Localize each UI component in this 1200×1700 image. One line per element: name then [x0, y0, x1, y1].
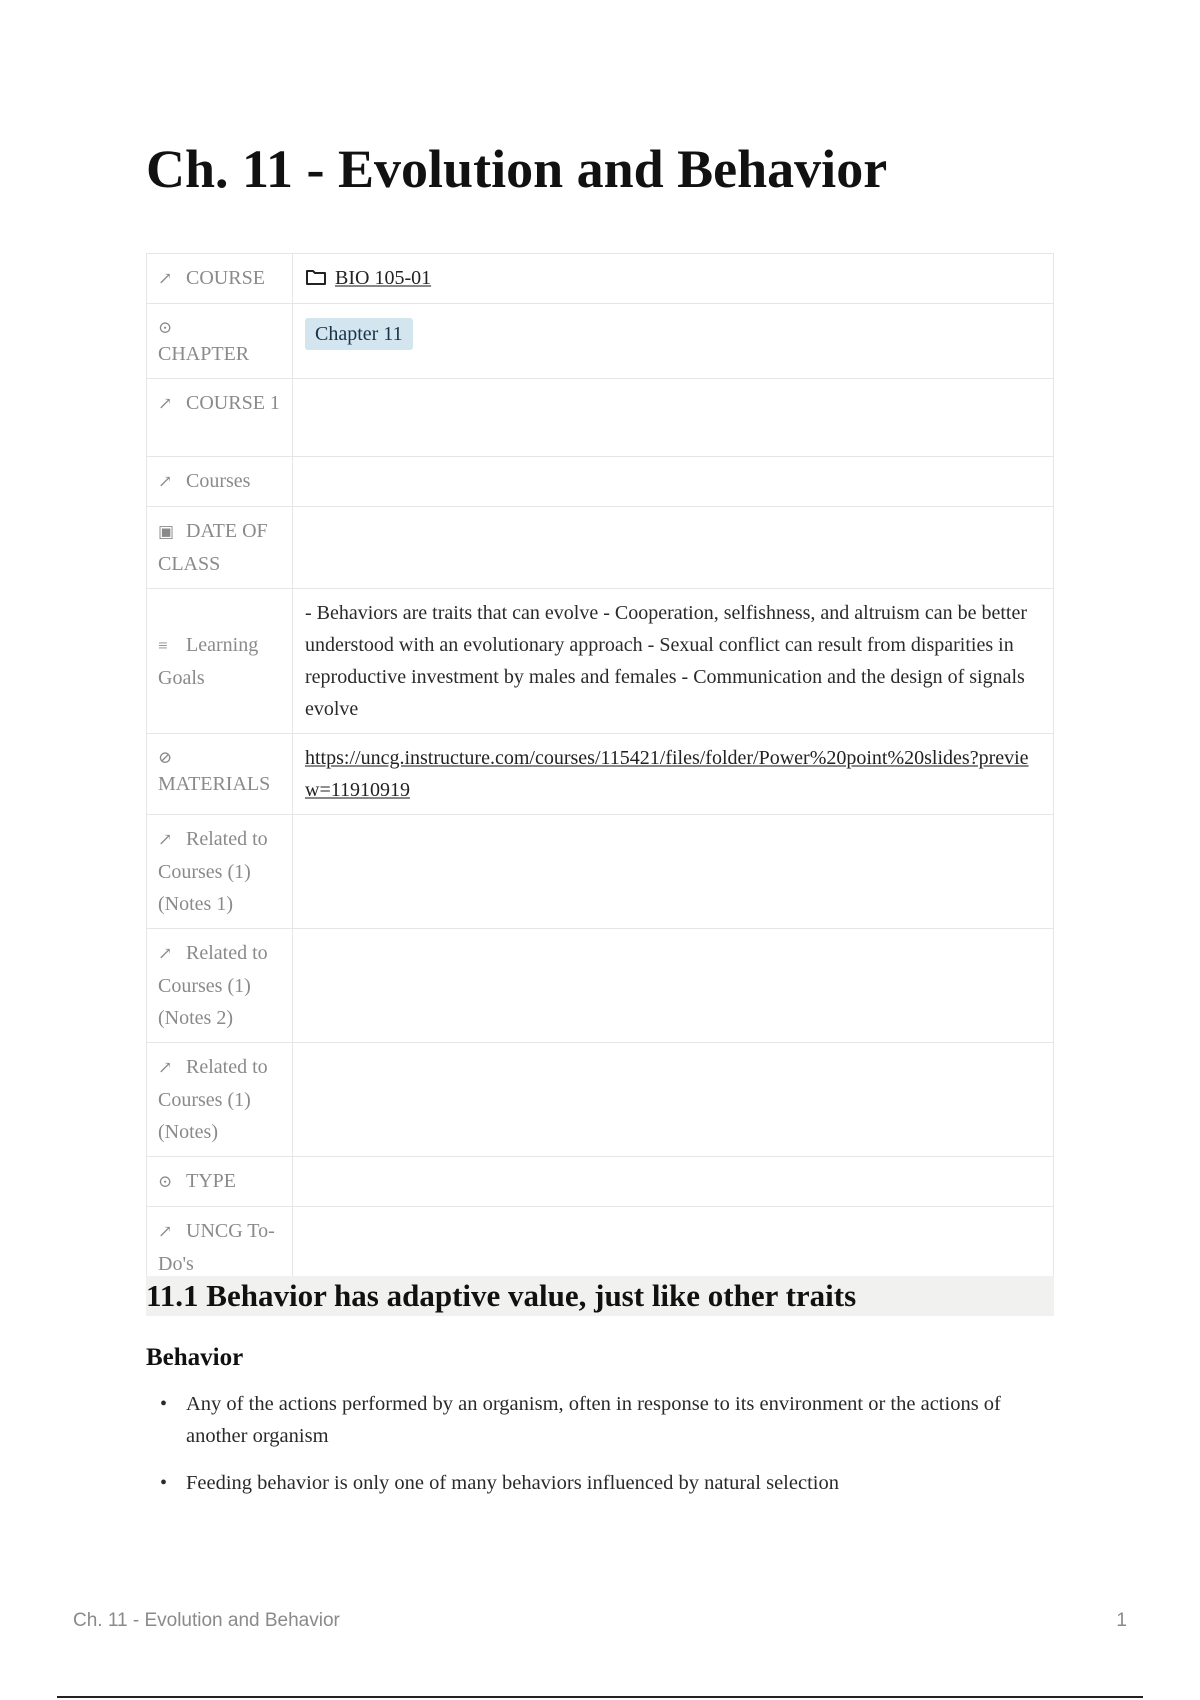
relation-arrow-icon: ↗	[158, 394, 173, 413]
footer-title: Ch. 11 - Evolution and Behavior	[73, 1610, 340, 1631]
relation-arrow-icon: ↗	[158, 472, 173, 491]
property-row-date-of-class	[147, 507, 1054, 589]
property-row-related-notes-1	[147, 815, 1054, 929]
properties-table	[146, 253, 1054, 1289]
relation-arrow-icon: ↗	[158, 944, 173, 963]
property-label-date-of-class: ▣ DATE OF CLASS	[147, 507, 293, 589]
property-row-materials	[147, 734, 1054, 815]
property-value-type[interactable]	[293, 1157, 1054, 1207]
paperclip-icon: ⊘	[158, 748, 173, 767]
property-label-learning-goals: ≡ Learning Goals	[147, 589, 293, 734]
relation-arrow-icon: ↗	[158, 830, 173, 849]
property-value-related-notes-2[interactable]	[293, 929, 1054, 1043]
property-value-courses[interactable]	[293, 457, 1054, 507]
property-label-courses: ↗ Courses	[147, 457, 293, 507]
property-value-course[interactable]	[293, 254, 1054, 304]
property-label-course: ↗ COURSE	[147, 254, 293, 304]
property-label-chapter: ⊙ CHAPTER	[147, 304, 293, 379]
property-row-related-notes	[147, 1043, 1054, 1157]
select-circle-icon: ⊙	[158, 318, 173, 337]
subheading-behavior: Behavior	[146, 1344, 244, 1371]
folder-icon	[305, 267, 327, 287]
course-link[interactable]: BIO 105-01	[335, 267, 432, 289]
page-title: Ch. 11 - Evolution and Behavior	[146, 139, 888, 199]
property-label-related-notes-2: ↗ Related to Courses (1) (Notes 2)	[147, 929, 293, 1043]
property-row-courses	[147, 457, 1054, 507]
footer-divider	[57, 1696, 1143, 1698]
property-value-related-notes-1[interactable]	[293, 815, 1054, 929]
property-label-course-1: ↗ COURSE 1	[147, 379, 293, 457]
text-lines-icon: ≡	[158, 635, 168, 655]
property-value-chapter[interactable]	[293, 304, 1054, 379]
property-row-chapter	[147, 304, 1054, 379]
list-item: • Feeding behavior is only one of many behaviors influenced by natural selection	[146, 1467, 1054, 1499]
property-label-uncg-todos: ↗ UNCG To-Do's	[147, 1207, 293, 1289]
property-row-course-1	[147, 379, 1054, 457]
chapter-chip[interactable]: Chapter 11	[305, 318, 413, 350]
property-label-related-notes-1: ↗ Related to Courses (1) (Notes 1)	[147, 815, 293, 929]
property-value-learning-goals[interactable]: - Behaviors are traits that can evolve - Cooperation, selfishness, and altruism can be better understood with an evolutionary approach - Sexual conflict can result from disparities in reproductive investment by males and females - Communication and the design of signals evolve	[293, 589, 1054, 734]
property-row-type	[147, 1157, 1054, 1207]
property-value-course-1[interactable]	[293, 379, 1054, 457]
property-label-related-notes: ↗ Related to Courses (1) (Notes)	[147, 1043, 293, 1157]
materials-link[interactable]: https://uncg.instructure.com/courses/115421/files/folder/Power%20point%20slides?preview=11910919	[305, 747, 1029, 801]
select-circle-icon: ⊙	[158, 1172, 173, 1191]
property-value-related-notes[interactable]	[293, 1043, 1054, 1157]
bullet-icon: •	[160, 1472, 168, 1494]
property-row-course	[147, 254, 1054, 304]
property-row-learning-goals	[147, 589, 1054, 734]
calendar-icon: ▣	[158, 522, 175, 541]
property-value-date-of-class[interactable]	[293, 507, 1054, 589]
property-label-type: ⊙ TYPE	[147, 1157, 293, 1207]
property-label-materials: ⊘ MATERIALS	[147, 734, 293, 815]
relation-arrow-icon: ↗	[158, 1058, 173, 1077]
section-heading: 11.1 Behavior has adaptive value, just like other traits	[146, 1276, 1054, 1316]
list-item: • Any of the actions performed by an organism, often in response to its environment or the actions of another organism	[146, 1388, 1054, 1452]
relation-arrow-icon: ↗	[158, 269, 173, 288]
property-row-related-notes-2	[147, 929, 1054, 1043]
footer-page-number: 1	[1116, 1610, 1127, 1631]
bullet-icon: •	[160, 1393, 168, 1415]
relation-arrow-icon: ↗	[158, 1222, 173, 1241]
property-value-materials[interactable]	[293, 734, 1054, 815]
bullet-list	[146, 1388, 1054, 1514]
